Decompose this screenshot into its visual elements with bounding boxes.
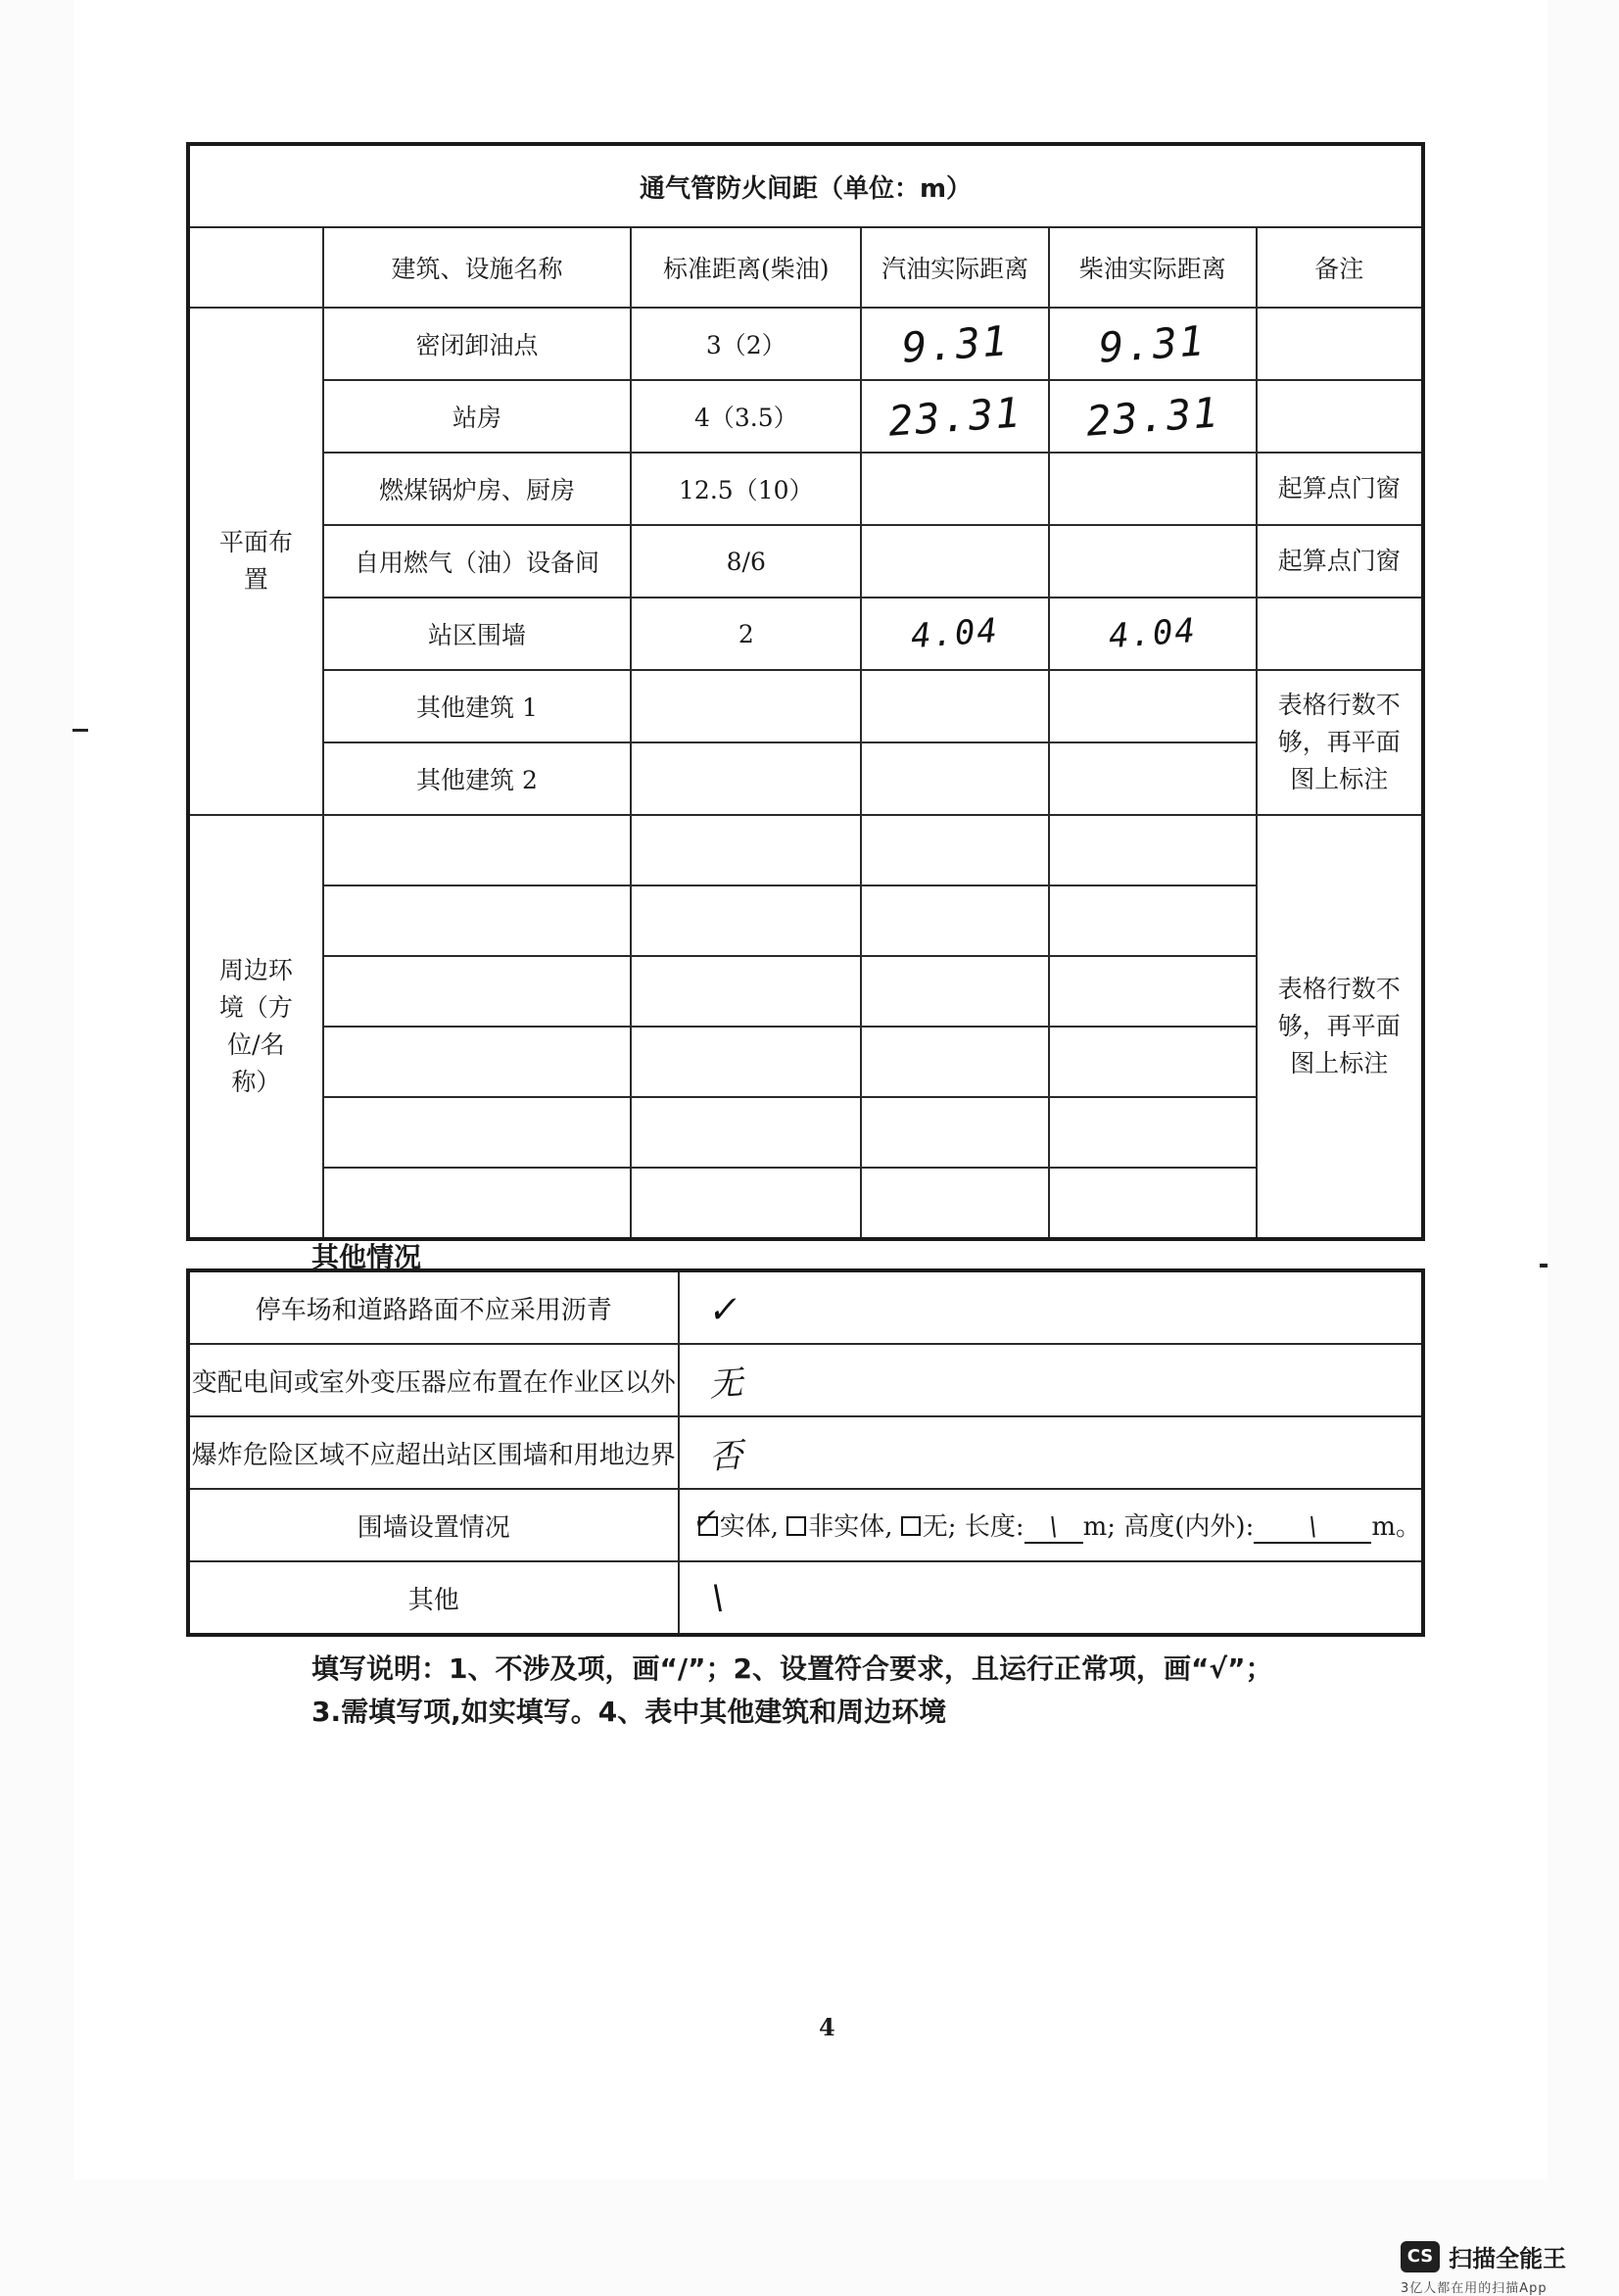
table-row xyxy=(188,885,1423,956)
other-section-heading: 其他情况 xyxy=(311,1241,422,1273)
footnote-line-2: 3.需填写项,如实填写。4、表中其他建筑和周边环境 xyxy=(311,1696,947,1728)
env-cell xyxy=(861,1097,1049,1168)
table-row xyxy=(188,1344,1423,1416)
header-gasoline: 汽油实际距离 xyxy=(861,227,1049,308)
row-gasoline xyxy=(861,670,1049,742)
handwritten-value: 4.04 xyxy=(1107,610,1198,657)
env-cell xyxy=(861,1168,1049,1239)
row-name: 其他建筑 1 xyxy=(323,670,632,742)
row-standard: 2 xyxy=(631,598,861,670)
length-field[interactable]: \ xyxy=(1024,1512,1083,1544)
row-standard: 3（2） xyxy=(631,308,861,380)
row-name: 自用燃气（油）设备间 xyxy=(323,525,632,598)
length-unit: m; xyxy=(1082,1512,1117,1542)
scanner-watermark xyxy=(1401,2239,1566,2296)
row-diesel xyxy=(1049,380,1257,453)
header-blank xyxy=(188,227,323,308)
env-cell xyxy=(631,815,861,885)
row-value xyxy=(679,1416,1423,1489)
row-note: 起算点门窗 xyxy=(1257,453,1423,525)
env-cell xyxy=(323,956,632,1027)
handwritten-value: 9.31 xyxy=(900,315,1011,372)
header-note: 备注 xyxy=(1257,227,1423,308)
env-cell xyxy=(323,1097,632,1168)
env-group-label: 周边环境（方位/名称） xyxy=(188,815,323,1239)
length-label: 长度: xyxy=(964,1512,1024,1542)
env-cell xyxy=(631,1027,861,1097)
watermark-brand: 扫描全能王 xyxy=(1449,2245,1567,2272)
env-cell xyxy=(631,1168,861,1239)
option-none: 无; xyxy=(922,1512,957,1542)
handwritten-value: 4.04 xyxy=(909,610,1001,657)
row-standard xyxy=(631,742,861,815)
table-row xyxy=(188,380,1423,453)
page-number: 4 xyxy=(819,2013,835,2041)
table-row xyxy=(188,1489,1423,1561)
header-row xyxy=(188,227,1423,308)
header-name: 建筑、设施名称 xyxy=(323,227,632,308)
table-row xyxy=(188,670,1423,742)
margin-mark-right xyxy=(1540,1264,1548,1268)
env-cell xyxy=(861,815,1049,885)
row-gasoline xyxy=(861,308,1049,380)
row-note xyxy=(1257,308,1423,380)
row-gasoline xyxy=(861,453,1049,525)
table-row xyxy=(188,308,1423,380)
footnote-line-1: 填写说明：1、不涉及项，画“/”；2、设置符合要求，且运行正常项，画“√”； xyxy=(311,1652,1273,1685)
env-cell xyxy=(1049,1168,1257,1239)
row-name: 站房 xyxy=(323,380,632,453)
table-row xyxy=(188,1561,1423,1635)
row-note xyxy=(1257,598,1423,670)
row-label: 其他 xyxy=(188,1561,679,1635)
row-standard: 4（3.5） xyxy=(631,380,861,453)
row-diesel xyxy=(1049,453,1257,525)
env-cell xyxy=(1049,885,1257,956)
env-cell xyxy=(631,1097,861,1168)
env-cell xyxy=(861,956,1049,1027)
row-diesel xyxy=(1049,525,1257,598)
row-value xyxy=(679,1270,1423,1344)
margin-mark-left xyxy=(72,729,88,732)
row-diesel xyxy=(1049,308,1257,380)
cs-logo-icon: CS xyxy=(1401,2241,1440,2272)
wall-options xyxy=(679,1489,1423,1561)
env-note: 表格行数不够，再平面图上标注 xyxy=(1257,815,1423,1239)
row-label: 围墙设置情况 xyxy=(188,1489,679,1561)
row-label: 停车场和道路路面不应采用沥青 xyxy=(188,1270,679,1344)
table-row xyxy=(188,1416,1423,1489)
table-row xyxy=(188,525,1423,598)
table-title: 通气管防火间距（单位：m） xyxy=(188,144,1423,227)
row-note: 起算点门窗 xyxy=(1257,525,1423,598)
table-row xyxy=(188,453,1423,525)
row-value xyxy=(679,1561,1423,1635)
row-standard: 12.5（10） xyxy=(631,453,861,525)
handwritten-value: 无 xyxy=(707,1363,746,1405)
row-note xyxy=(1257,380,1423,453)
env-cell xyxy=(631,885,861,956)
row-standard: 8/6 xyxy=(631,525,861,598)
row-label: 爆炸危险区域不应超出站区围墙和用地边界 xyxy=(188,1416,679,1489)
row-gasoline xyxy=(861,742,1049,815)
env-cell xyxy=(323,1027,632,1097)
handwritten-check: ✓ xyxy=(706,1282,738,1333)
env-cell xyxy=(323,885,632,956)
option-solid: 实体, xyxy=(719,1512,779,1542)
env-cell xyxy=(861,1027,1049,1097)
row-name: 站区围墙 xyxy=(323,598,632,670)
env-cell xyxy=(1049,1097,1257,1168)
handwritten-value: 23.31 xyxy=(1083,387,1221,446)
table-row xyxy=(188,1097,1423,1168)
row-name: 其他建筑 2 xyxy=(323,742,632,815)
env-cell xyxy=(323,1168,632,1239)
row-gasoline xyxy=(861,598,1049,670)
table-row xyxy=(188,1168,1423,1239)
checkbox-non-solid[interactable] xyxy=(786,1516,806,1536)
extra-buildings-note: 表格行数不够，再平面图上标注 xyxy=(1257,670,1423,815)
header-standard: 标准距离(柴油) xyxy=(631,227,861,308)
fire-distance-table xyxy=(186,142,1425,1241)
handwritten-value: \ xyxy=(707,1577,733,1618)
row-name: 燃煤锅炉房、厨房 xyxy=(323,453,632,525)
layout-group-label: 平面布置 xyxy=(188,308,323,815)
table-row xyxy=(188,598,1423,670)
env-cell xyxy=(1049,956,1257,1027)
row-value xyxy=(679,1344,1423,1416)
table-row xyxy=(188,1027,1423,1097)
table-row xyxy=(188,815,1423,885)
row-standard xyxy=(631,670,861,742)
env-cell xyxy=(323,815,632,885)
height-field[interactable]: \ xyxy=(1254,1512,1371,1544)
row-label: 变配电间或室外变压器应布置在作业区以外 xyxy=(188,1344,679,1416)
handwritten-value: 9.31 xyxy=(1097,315,1208,372)
height-label: 高度(内外): xyxy=(1123,1512,1255,1542)
option-non-solid: 非实体, xyxy=(808,1512,893,1542)
row-gasoline xyxy=(861,525,1049,598)
table-row xyxy=(188,1270,1423,1344)
header-diesel: 柴油实际距离 xyxy=(1049,227,1257,308)
row-name: 密闭卸油点 xyxy=(323,308,632,380)
row-diesel xyxy=(1049,598,1257,670)
checkbox-none[interactable] xyxy=(901,1516,921,1536)
watermark-tagline: 3亿人都在用的扫描App xyxy=(1401,2281,1548,2296)
table-row xyxy=(188,956,1423,1027)
row-gasoline xyxy=(861,380,1049,453)
env-cell xyxy=(1049,1027,1257,1097)
height-unit: m。 xyxy=(1371,1512,1421,1542)
handwritten-check: ✓ xyxy=(690,1503,716,1537)
handwritten-value: 否 xyxy=(707,1435,746,1477)
handwritten-value: 23.31 xyxy=(886,387,1024,446)
other-conditions-table xyxy=(186,1268,1425,1637)
env-cell xyxy=(861,885,1049,956)
env-cell xyxy=(1049,815,1257,885)
table-row xyxy=(188,742,1423,815)
row-diesel xyxy=(1049,670,1257,742)
env-cell xyxy=(631,956,861,1027)
row-diesel xyxy=(1049,742,1257,815)
